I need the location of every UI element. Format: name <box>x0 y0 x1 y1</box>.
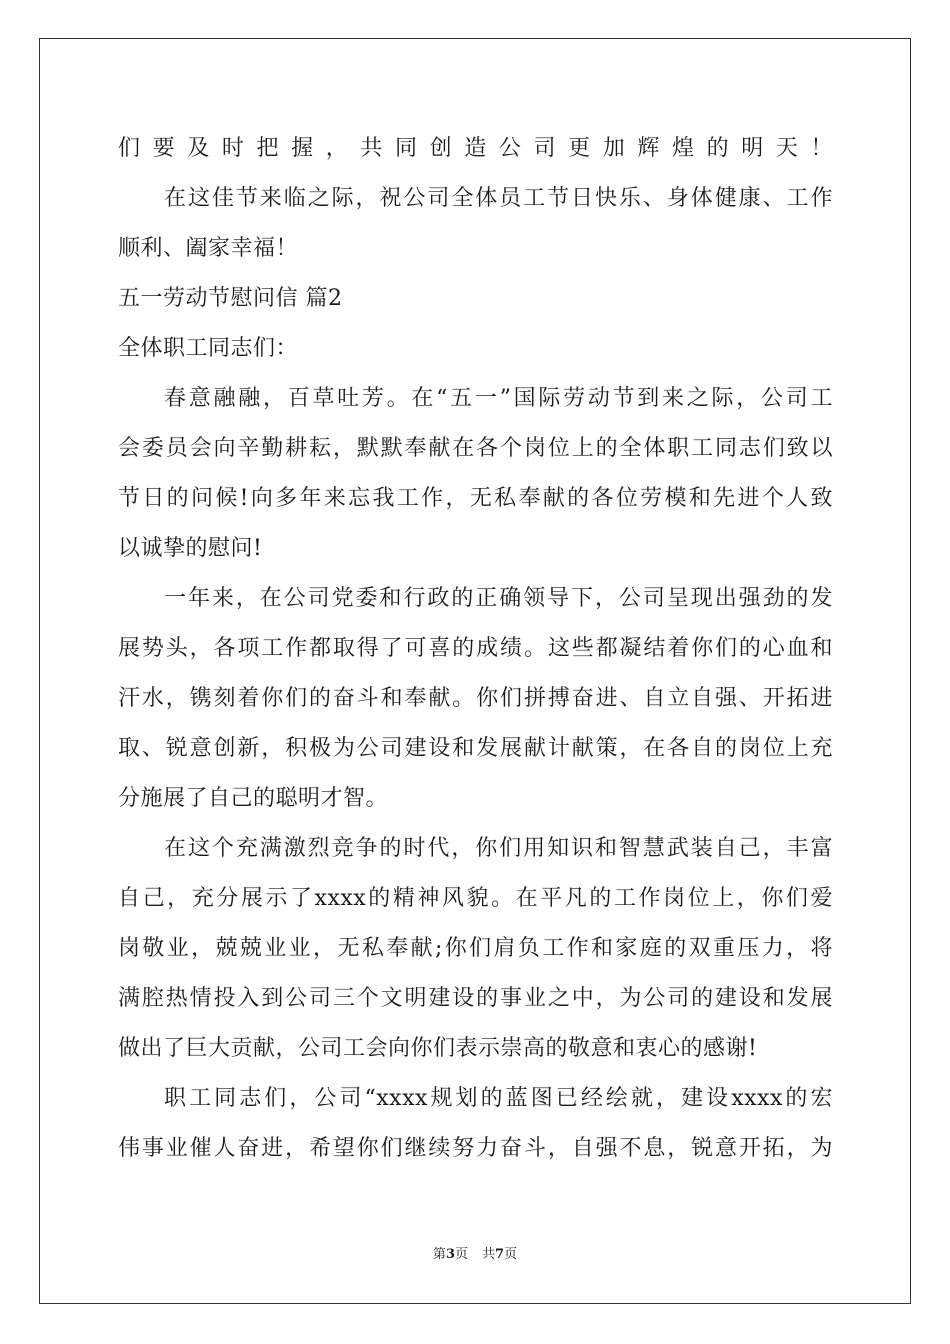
paragraph-line: 做出了巨大贡献，公司工会向你们表示崇高的敬意和衷心的感谢! <box>118 1036 758 1061</box>
paragraph-line: 分施展了自己的聪明才智。 <box>118 786 389 811</box>
paragraph-line: 伟事业催人奋进，希望你们继续努力奋斗，自强不息，锐意开拓，为 <box>118 1136 833 1161</box>
page-footer <box>0 1243 950 1262</box>
paragraph-line: 在这个充满激烈竞争的时代，你们用知识和智慧武装自己，丰富 <box>164 836 833 861</box>
section-heading: 五一劳动节慰问信 篇2 <box>118 286 343 311</box>
document-body <box>118 124 833 1174</box>
paragraph-line: 汗水，镌刻着你们的奋斗和奉献。你们拼搏奋进、自立自强、开拓进 <box>118 686 833 711</box>
salutation: 全体职工同志们： <box>118 336 299 361</box>
paragraph-line: 一年来，在公司党委和行政的正确领导下，公司呈现出强劲的发 <box>164 586 833 611</box>
total-suffix: 页 <box>504 1247 518 1262</box>
paragraph-line: 春意融融，百草吐芳。在“五一”国际劳动节到来之际，公司工 <box>164 386 833 411</box>
paragraph-line: 以诚挚的慰问! <box>118 536 263 561</box>
paragraph-line: 取、锐意创新，积极为公司建设和发展献计献策，在各自的岗位上充 <box>118 736 833 761</box>
paragraph-line: 在这佳节来临之际，祝公司全体员工节日快乐、身体健康、工作 <box>164 186 833 211</box>
total-prefix: 共 <box>482 1247 496 1262</box>
page-prefix: 第 <box>432 1247 446 1262</box>
paragraph-line: 们要及时把握，共同创造公司更加辉煌的明天！ <box>118 136 833 161</box>
paragraph-line: 顺利、阖家幸福！ <box>118 236 299 261</box>
paragraph-line: 展势头，各项工作都取得了可喜的成绩。这些都凝结着你们的心血和 <box>118 636 833 661</box>
paragraph-line: 自己，充分展示了xxxx的精神风貌。在平凡的工作岗位上，你们爱 <box>118 886 833 911</box>
paragraph-line: 节日的问候!向多年来忘我工作，无私奉献的各位劳模和先进个人致 <box>118 486 833 511</box>
page-suffix: 页 <box>454 1247 468 1262</box>
paragraph-line: 满腔热情投入到公司三个文明建设的事业之中，为公司的建设和发展 <box>118 986 833 1011</box>
paragraph-line: 职工同志们，公司“xxxx规划的蓝图已经绘就，建设xxxx的宏 <box>164 1086 833 1111</box>
paragraph-line: 岗敬业，兢兢业业，无私奉献;你们肩负工作和家庭的双重压力，将 <box>118 936 833 961</box>
total-pages: 7 <box>495 1247 505 1262</box>
page-number: 3 <box>445 1247 455 1262</box>
paragraph-line: 会委员会向辛勤耕耘，默默奉献在各个岗位上的全体职工同志们致以 <box>118 436 833 461</box>
